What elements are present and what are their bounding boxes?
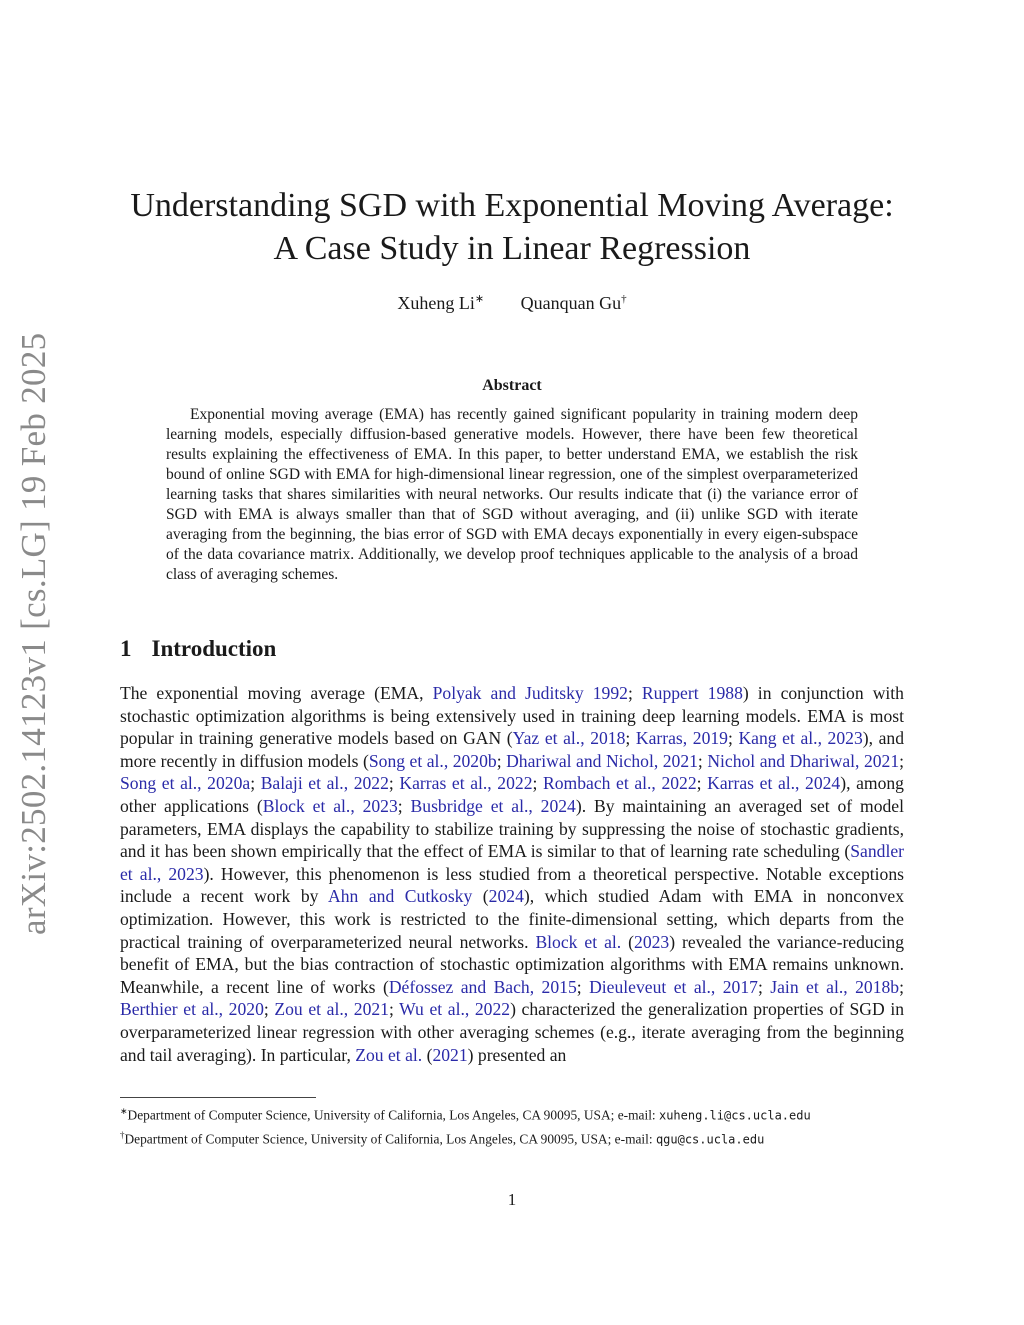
citation-link[interactable]: Rombach et al., 2022 [543,773,697,794]
author-list [110,292,914,314]
footnote-text: Department of Computer Science, University of California, Los Angeles, CA 90095, USA; e-mail: [124,1131,656,1147]
citation-link[interactable]: Wu et al., 2022 [399,999,511,1020]
footnote-mark: ∗ [120,1106,128,1116]
intro-text: ), which studied Adam with EMA in nonconvex optimization. However, this work is restricted to the finite-dimensional setting, which departs from the practical training of overparameterized neural networks. [120,886,904,952]
intro-text: ). By maintaining an averaged set of model parameters, EMA displays the capability to stabilize training by suppressing the noise of stochastic gradients, and it has been shown empirically that the effect of EMA is similar to that of learning rate scheduling ( [120,795,904,862]
citation-link[interactable]: Dhariwal and Nichol, 2021 [506,750,698,771]
citation-link[interactable]: Défossez and Bach, 2015 [388,976,577,997]
author-name: Xuheng Li [397,293,475,313]
intro-text: ; [388,999,400,1020]
intro-text: ) presented an [467,1044,567,1065]
citation-link[interactable]: Dieuleveut et al., 2017 [589,976,758,997]
intro-text: ), and more recently in diffusion models ( [120,728,905,771]
citation-link[interactable]: Karras et al., 2024 [707,773,841,794]
footnote-1 [120,1103,904,1124]
citation-link[interactable]: Kang et al., 2023 [738,728,863,749]
footnote-2 [120,1127,904,1148]
intro-text: ) revealed the variance-reducing benefit of EMA, but the bias contraction of stochastic optimization algorithms with EMA remains unknown. Meanwhile, a recent line of works ( [120,931,904,997]
intro-text: The exponential moving average (EMA, [120,683,433,703]
citation-link[interactable]: Ruppert 1988 [641,683,743,703]
intro-text: ; [757,976,771,997]
citation-link[interactable]: Zou et al. [355,1044,423,1065]
email-link[interactable]: qgu@cs.ucla.edu [655,1132,765,1147]
author-mark: † [621,293,627,305]
author-2 [521,293,627,313]
citation-link[interactable]: 2024 [488,886,524,907]
citation-link[interactable]: Karras, 2019 [635,728,728,749]
citation-link[interactable]: Jain et al., 2018b [770,976,900,997]
citation-link[interactable]: Block et al. [535,931,622,952]
citation-link[interactable]: Karras et al., 2022 [399,773,533,794]
intro-text: ; [627,683,642,703]
citation-link[interactable]: Yaz et al., 2018 [512,728,626,749]
citation-link[interactable]: Sandler et al., 2023 [120,841,904,884]
footnote-text: Department of Computer Science, University of California, Los Angeles, CA 90095, USA; e-mail: [127,1107,659,1123]
intro-text: ; [576,976,590,997]
intro-text: ; [496,750,507,771]
intro-text: ( [422,1044,433,1065]
intro-text: ; [263,999,275,1020]
title-line-2: A Case Study in Linear Regression [273,230,751,267]
footnote-divider [120,1097,316,1098]
citation-link[interactable]: Balaji et al., 2022 [260,773,389,794]
citation-link[interactable]: Berthier et al., 2020 [120,999,264,1020]
intro-text: ; [625,728,636,749]
footnote-mark: † [120,1130,125,1141]
citation-link[interactable]: 2023 [634,931,670,952]
intro-text: ) in conjunction with stochastic optimization algorithms is being extensively used in training deep learning models. EMA is most popular in training generative models based on GAN ( [120,683,904,749]
intro-text: ; [250,773,261,794]
email-link[interactable]: xuheng.li@cs.ucla.edu [658,1108,811,1123]
section-number: 1 [120,636,132,661]
introduction-paragraph [120,682,904,1066]
author-mark: ∗ [474,293,485,305]
intro-text: ; [696,773,708,794]
citation-link[interactable]: Song et al., 2020b [368,750,497,771]
intro-text: ; [397,795,411,816]
citation-link[interactable]: Nichol and Dhariwal, 2021 [707,750,900,771]
intro-text: ( [472,886,489,907]
section-heading [120,636,276,662]
intro-text: ; [697,750,708,771]
abstract-text: Exponential moving average (EMA) has recently gained significant popularity in training modern deep learning models, especially diffusion-based generative models. However, there have been few theoretical results explaining the effectiveness of EMA. In this paper, to better understand EMA, we establish the risk bound of online SGD with EMA for high-dimensional linear regression, one of the simplest overparameterized learning tasks that shares similarities with neural networks. Our results indicate that (i) the variance error of SGD with EMA is always smaller than that of SGD without averaging, and (ii) unlike SGD with iterate averaging from the beginning, the bias error of SGD with EMA decays exponentially in every eigen-subspace of the data covariance matrix. Additionally, we develop proof techniques applicable to the analysis of a broad class of averaging schemes. [166,406,858,583]
footnotes [120,1103,904,1152]
intro-text: ; [532,773,543,794]
citation-link[interactable]: Busbridge et al., 2024 [410,795,576,816]
author-name: Quanquan Gu [520,293,622,313]
abstract-heading: Abstract [482,377,542,394]
intro-text: ; [727,728,739,749]
citation-link[interactable]: Polyak and Juditsky 1992 [432,683,628,703]
page-number: 1 [507,1190,517,1209]
intro-text: ; [899,976,904,997]
author-1 [397,293,484,313]
title-line-1: Understanding SGD with Exponential Moving Average: [130,187,894,224]
section-title: Introduction [151,636,277,661]
citation-link[interactable]: Zou et al., 2021 [274,999,389,1020]
paper-title [110,184,914,270]
intro-text: ; [899,750,905,771]
citation-link[interactable]: Song et al., 2020a [120,773,251,794]
arxiv-identifier: arXiv:2502.14123v1 [cs.LG] 19 Feb 2025 [14,332,53,935]
intro-text: ( [621,931,635,952]
citation-link[interactable]: Ahn and Cutkosky [328,886,473,907]
intro-text: ). However, this phenomenon is less studied from a theoretical perspective. Notable exceptions include a recent work by [120,863,904,907]
intro-text: ) characterized the generalization properties of SGD in overparameterized linear regression with other averaging schemes (e.g., iterate averaging from the beginning and tail averaging). In particular, [120,999,905,1065]
intro-text: ; [388,773,400,794]
citation-link[interactable]: 2021 [432,1044,468,1065]
citation-link[interactable]: Block et al., 2023 [262,795,398,816]
intro-text: ), among other applications ( [120,773,904,816]
